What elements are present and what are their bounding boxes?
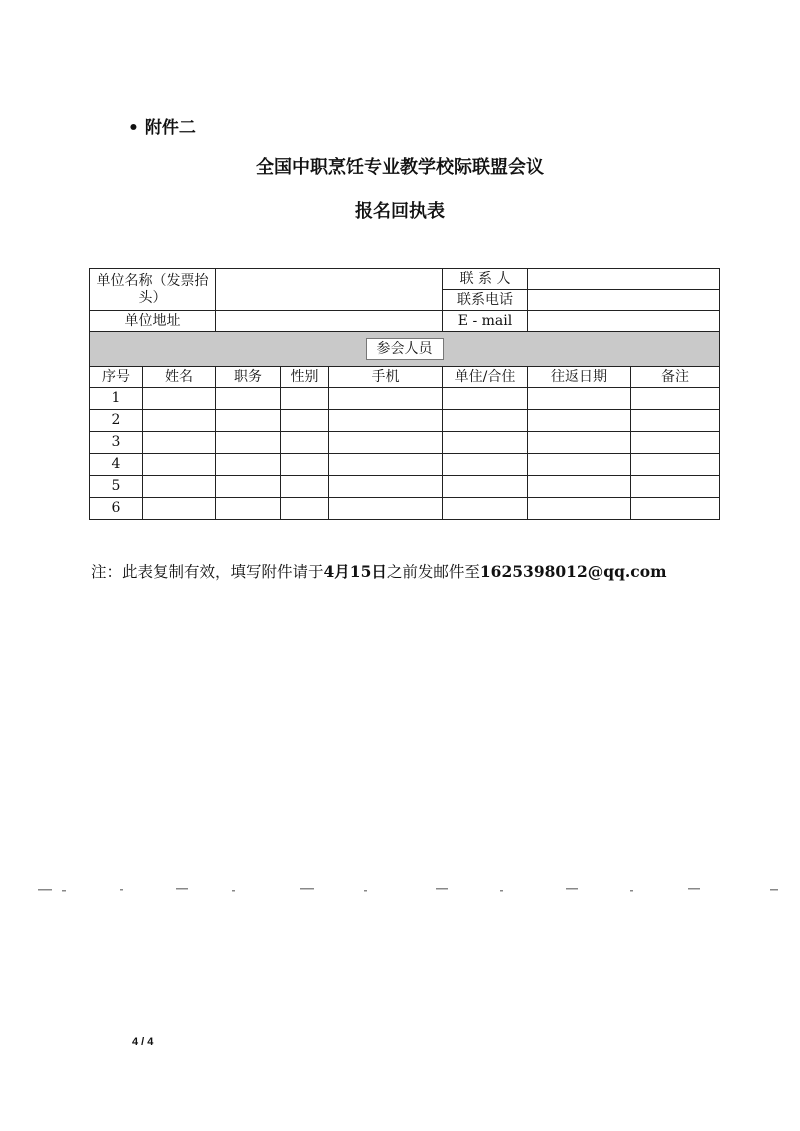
note-deadline: 4月15日: [323, 562, 387, 581]
row-number: 2: [90, 410, 143, 432]
room-cell[interactable]: [443, 432, 528, 454]
row-number: 5: [90, 476, 143, 498]
mobile-cell[interactable]: [329, 432, 443, 454]
table-row: [90, 388, 720, 410]
note-prefix: 注：此表复制有效，填写附件请于: [91, 563, 324, 581]
gender-cell[interactable]: [281, 410, 329, 432]
column-header: 性别: [281, 367, 329, 388]
email-input[interactable]: [528, 311, 720, 332]
position-cell[interactable]: [216, 388, 281, 410]
gender-cell[interactable]: [281, 432, 329, 454]
submission-note: [91, 560, 667, 582]
row-number: 3: [90, 432, 143, 454]
table-row: [90, 410, 720, 432]
gender-cell[interactable]: [281, 498, 329, 520]
position-cell[interactable]: [216, 498, 281, 520]
column-header-row: [90, 367, 720, 388]
room-cell[interactable]: [443, 410, 528, 432]
phone-input[interactable]: [528, 290, 720, 311]
email-label: E - mail: [443, 311, 528, 332]
column-header: 姓名: [143, 367, 216, 388]
unit-name-label: 单位名称（发票抬头）: [90, 269, 216, 311]
name-cell[interactable]: [143, 432, 216, 454]
gender-cell[interactable]: [281, 476, 329, 498]
row-number: 1: [90, 388, 143, 410]
row-number: 4: [90, 454, 143, 476]
dates-cell[interactable]: [528, 388, 631, 410]
address-label: 单位地址: [90, 311, 216, 332]
room-cell[interactable]: [443, 388, 528, 410]
registration-form-table: [89, 268, 720, 520]
address-input[interactable]: [216, 311, 443, 332]
column-header: 单住/合住: [443, 367, 528, 388]
column-header: 手机: [329, 367, 443, 388]
column-header: 序号: [90, 367, 143, 388]
dates-cell[interactable]: [528, 432, 631, 454]
note-middle: 之前发邮件至: [386, 563, 480, 581]
column-header: 往返日期: [528, 367, 631, 388]
dates-cell[interactable]: [528, 410, 631, 432]
name-cell[interactable]: [143, 498, 216, 520]
room-cell[interactable]: [443, 498, 528, 520]
row-number: 6: [90, 498, 143, 520]
position-cell[interactable]: [216, 432, 281, 454]
attachment-text: 附件二: [144, 118, 196, 138]
remarks-cell[interactable]: [631, 410, 720, 432]
position-cell[interactable]: [216, 476, 281, 498]
scan-artifact-marks: [0, 884, 800, 898]
table-row: [90, 432, 720, 454]
mobile-cell[interactable]: [329, 410, 443, 432]
document-title: 全国中职烹饪专业教学校际联盟会议: [256, 157, 544, 178]
name-cell[interactable]: [143, 388, 216, 410]
position-cell[interactable]: [216, 454, 281, 476]
room-cell[interactable]: [443, 476, 528, 498]
unit-name-input[interactable]: [216, 269, 443, 311]
table-row: [90, 476, 720, 498]
gender-cell[interactable]: [281, 388, 329, 410]
dates-cell[interactable]: [528, 476, 631, 498]
name-cell[interactable]: [143, 410, 216, 432]
mobile-cell[interactable]: [329, 498, 443, 520]
position-cell[interactable]: [216, 410, 281, 432]
column-header: 备注: [631, 367, 720, 388]
note-email: 1625398012@qq.com: [479, 562, 667, 581]
bullet: •: [128, 118, 139, 138]
table-row: [90, 454, 720, 476]
room-cell[interactable]: [443, 454, 528, 476]
mobile-cell[interactable]: [329, 388, 443, 410]
dates-cell[interactable]: [528, 454, 631, 476]
phone-label: 联系电话: [443, 290, 528, 311]
name-cell[interactable]: [143, 476, 216, 498]
mobile-cell[interactable]: [329, 454, 443, 476]
remarks-cell[interactable]: [631, 432, 720, 454]
mobile-cell[interactable]: [329, 476, 443, 498]
document-subtitle: 报名回执表: [355, 201, 445, 222]
remarks-cell[interactable]: [631, 476, 720, 498]
dates-cell[interactable]: [528, 498, 631, 520]
remarks-cell[interactable]: [631, 498, 720, 520]
contact-input[interactable]: [528, 269, 720, 290]
contact-label: 联 系 人: [443, 269, 528, 290]
column-header: 职务: [216, 367, 281, 388]
page-number: 4 / 4: [132, 1036, 154, 1048]
attendees-section-title: 参会人员: [366, 338, 444, 360]
gender-cell[interactable]: [281, 454, 329, 476]
attendees-section: [90, 332, 720, 367]
name-cell[interactable]: [143, 454, 216, 476]
remarks-cell[interactable]: [631, 454, 720, 476]
remarks-cell[interactable]: [631, 388, 720, 410]
attachment-label: [128, 113, 196, 138]
table-row: [90, 498, 720, 520]
